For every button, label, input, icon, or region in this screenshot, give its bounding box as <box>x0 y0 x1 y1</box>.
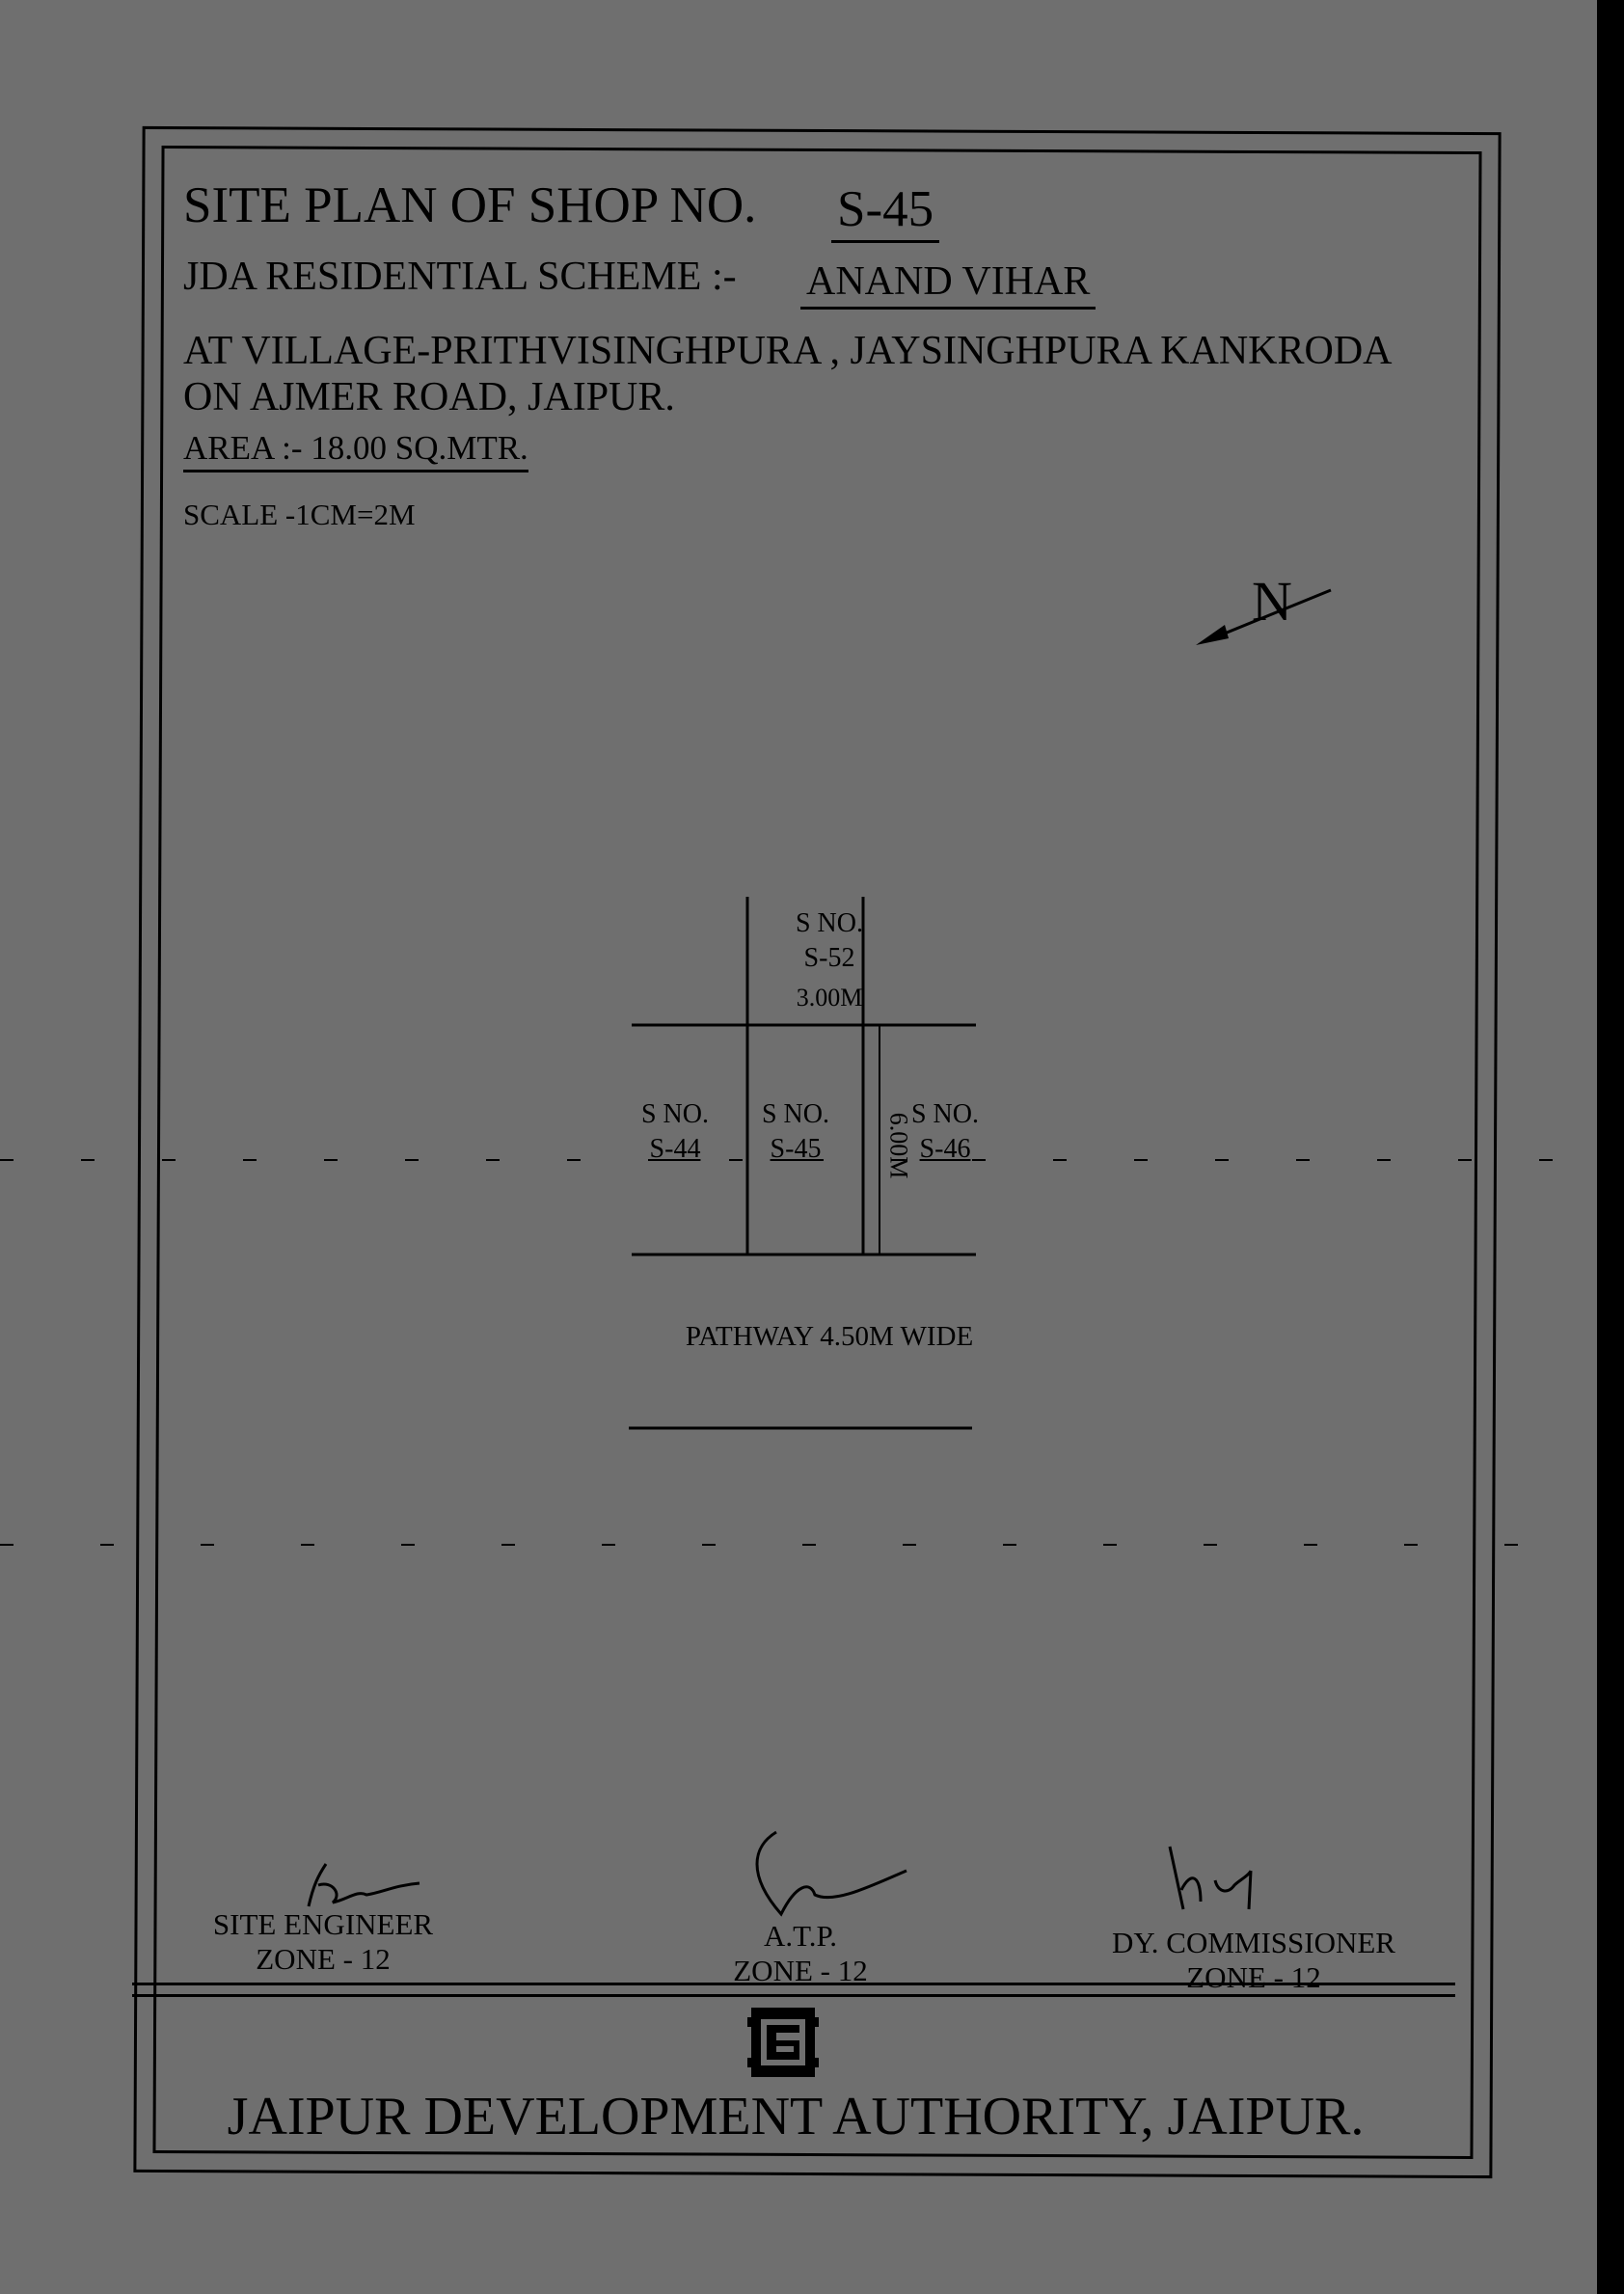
atp-block <box>675 1919 926 1988</box>
plot-s52-line1: S NO. <box>795 908 863 938</box>
pathway-label: PATHWAY 4.50M WIDE <box>685 1321 974 1352</box>
dy-commissioner-title: DY. COMMISSIONER <box>1112 1926 1395 1959</box>
plot-s46-line1: S NO. <box>910 1099 979 1129</box>
title-prefix: SITE PLAN OF SHOP NO. <box>183 177 757 233</box>
scale-text: SCALE -1CM=2M <box>183 498 416 531</box>
width-dimension: 3.00M <box>796 984 863 1012</box>
area-text: AREA :- 18.00 SQ.MTR. <box>183 429 528 472</box>
depth-dimension: 6.00M <box>884 1112 913 1179</box>
site-engineer-block <box>183 1907 463 1977</box>
plot-s45-line2: S-45 <box>770 1134 822 1164</box>
site-engineer-signature <box>289 1856 424 1914</box>
organization-name: JAIPUR DEVELOPMENT AUTHORITY, JAIPUR. <box>227 2087 1365 2146</box>
site-plan-drawing <box>617 897 1022 1437</box>
plot-label-s44 <box>627 1097 723 1167</box>
plan-lines <box>617 897 1022 1437</box>
jda-emblem-icon <box>747 2004 819 2081</box>
footer-divider <box>132 1983 1455 1985</box>
plot-s44-line1: S NO. <box>640 1099 709 1129</box>
north-label: N <box>1252 570 1292 633</box>
north-arrow <box>1186 569 1340 656</box>
atp-title: A.T.P. <box>763 1919 838 1953</box>
atp-zone: ZONE - 12 <box>733 1954 868 1987</box>
scheme-label: JDA RESIDENTIAL SCHEME :- <box>183 255 737 299</box>
plot-s46-line2: S-46 <box>919 1134 971 1164</box>
dy-commissioner-signature <box>1162 1842 1268 1919</box>
scheme-name: ANAND VIHAR <box>800 258 1096 310</box>
site-engineer-zone: ZONE - 12 <box>256 1942 391 1976</box>
road-line: ON AJMER ROAD, JAIPUR. <box>183 375 675 419</box>
dy-commissioner-zone: ZONE - 12 <box>1186 1960 1321 1994</box>
site-engineer-title: SITE ENGINEER <box>212 1907 434 1941</box>
plot-s45-line1: S NO. <box>761 1099 829 1129</box>
footer-divider-inner <box>132 1994 1455 1997</box>
village-line: AT VILLAGE-PRITHVISINGHPURA , JAYSINGHPURA KANKRODA <box>183 329 1393 373</box>
fold-line-lower <box>0 1543 1624 1547</box>
plot-label-s45 <box>747 1097 844 1167</box>
plot-s52-line2: S-52 <box>803 943 855 973</box>
plot-label-s52 <box>762 906 897 976</box>
atp-signature <box>728 1827 921 1933</box>
shop-number: S-45 <box>831 180 939 243</box>
plot-s44-line2: S-44 <box>649 1134 701 1164</box>
fold-line-upper <box>0 1158 1624 1162</box>
plot-label-s46 <box>892 1097 998 1167</box>
